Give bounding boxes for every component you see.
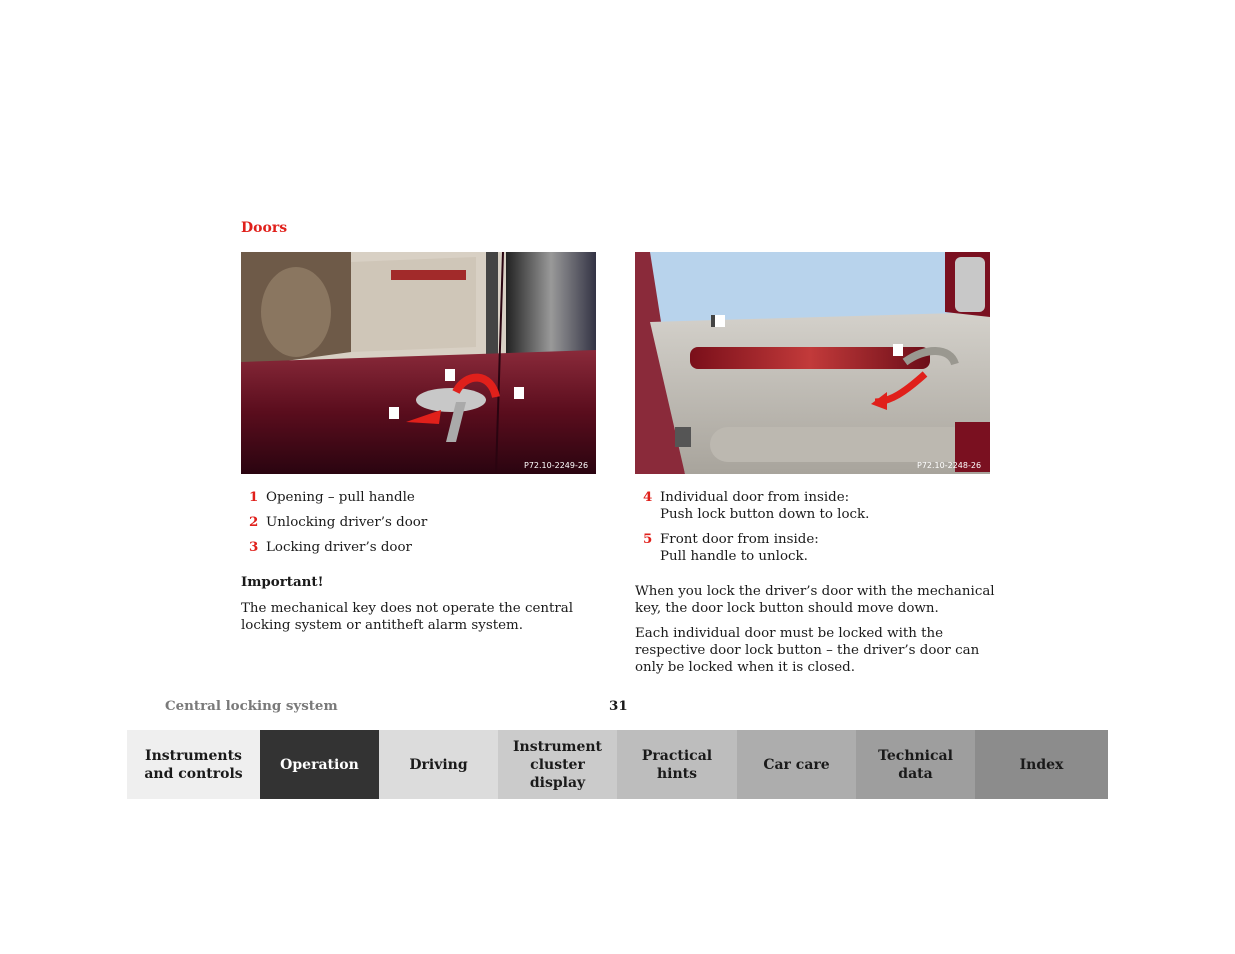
nav-tab-car-care[interactable] bbox=[737, 730, 856, 799]
interior-door-illustration bbox=[635, 252, 990, 474]
body-paragraph: Each individual door must be locked with the respective door lock button – the driver’s door can only be locked when it is closed. bbox=[635, 626, 980, 675]
exterior-door-illustration bbox=[241, 252, 596, 474]
legend-text: Unlocking driver’s door bbox=[266, 515, 428, 530]
body-paragraph: When you lock the driver’s door with the mechanical key, the door lock button should move down. bbox=[635, 584, 995, 616]
legend-text: Pull handle to unlock. bbox=[660, 549, 808, 564]
nav-tab-label: Technical data bbox=[878, 747, 953, 782]
chapter-nav-bar bbox=[127, 730, 1108, 799]
footer-section-title: Central locking system bbox=[165, 698, 338, 714]
legend-item bbox=[635, 489, 995, 523]
legend-number: 4 bbox=[643, 489, 653, 505]
callout-5 bbox=[893, 344, 903, 356]
legend-item bbox=[241, 514, 601, 531]
legend-left bbox=[241, 489, 601, 564]
nav-tab-instruments-and-controls[interactable] bbox=[127, 730, 260, 799]
legend-item bbox=[241, 539, 601, 556]
figure-code: P72.10-2249-26 bbox=[524, 461, 589, 470]
important-text: The mechanical key does not operate the central locking system or antitheft alarm system. bbox=[241, 601, 574, 633]
nav-tab-label: Instruments and controls bbox=[144, 747, 243, 782]
legend-text: Locking driver’s door bbox=[266, 540, 412, 555]
nav-tab-driving[interactable] bbox=[379, 730, 498, 799]
nav-tab-label: Driving bbox=[409, 756, 468, 773]
nav-tab-index[interactable] bbox=[975, 730, 1108, 799]
nav-tab-label: Index bbox=[1019, 756, 1064, 773]
page-number: 31 bbox=[609, 698, 628, 714]
legend-text: Front door from inside: bbox=[660, 532, 819, 547]
interior-door-drawing bbox=[635, 252, 990, 474]
legend-item bbox=[241, 489, 601, 506]
nav-tab-instrument-cluster-display[interactable] bbox=[498, 730, 617, 799]
important-heading: Important! bbox=[241, 574, 324, 590]
nav-tab-operation[interactable] bbox=[260, 730, 379, 799]
legend-number: 2 bbox=[249, 514, 259, 530]
legend-text: Opening – pull handle bbox=[266, 490, 415, 505]
nav-tab-practical-hints[interactable] bbox=[617, 730, 737, 799]
exterior-door-drawing bbox=[241, 252, 596, 474]
nav-tab-technical-data[interactable] bbox=[856, 730, 975, 799]
legend-number: 5 bbox=[643, 531, 653, 547]
callout-3 bbox=[514, 387, 524, 399]
figure-code: P72.10-2248-26 bbox=[917, 461, 982, 470]
section-title: Doors bbox=[241, 220, 288, 236]
legend-text: Individual door from inside: bbox=[660, 490, 850, 505]
legend-text: Push lock button down to lock. bbox=[660, 507, 870, 522]
callout-2 bbox=[389, 407, 399, 419]
legend-item bbox=[635, 531, 995, 565]
nav-tab-label: Car care bbox=[763, 756, 830, 773]
legend-number: 3 bbox=[249, 539, 259, 555]
nav-tab-label: Operation bbox=[280, 756, 359, 773]
nav-tab-label: Instrument cluster display bbox=[513, 738, 602, 791]
callout-4 bbox=[715, 315, 725, 327]
callout-1 bbox=[445, 369, 455, 381]
nav-tab-label: Practical hints bbox=[641, 747, 713, 782]
legend-number: 1 bbox=[249, 489, 259, 505]
legend-right bbox=[635, 489, 995, 573]
